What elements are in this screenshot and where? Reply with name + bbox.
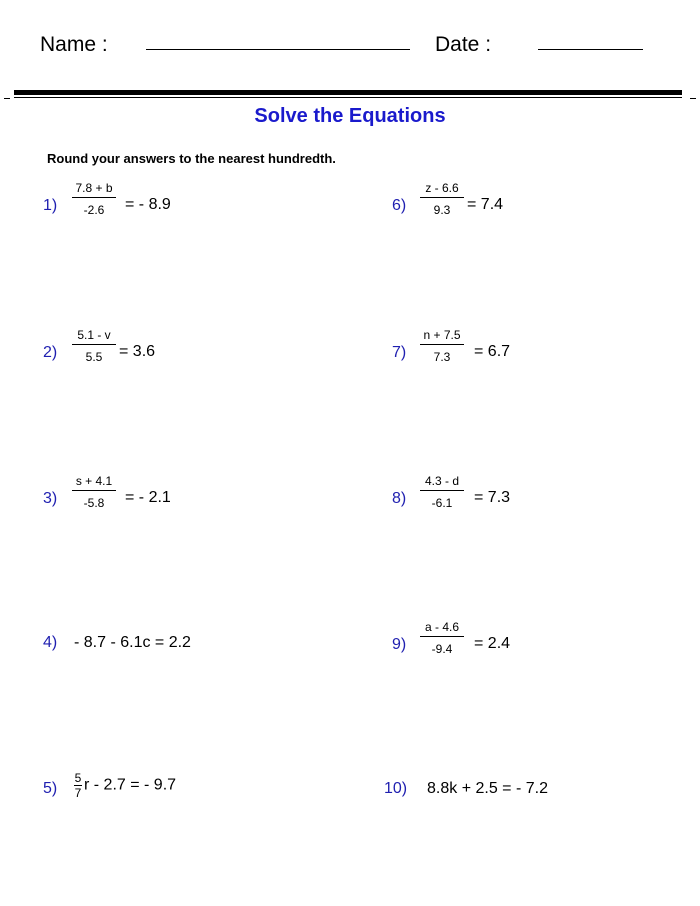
coefficient-denominator: 7: [74, 786, 82, 800]
date-label: Date :: [435, 33, 492, 56]
right-hand-side: = 7.4: [467, 196, 504, 213]
equation: 8.8k + 2.5 = - 7.2: [427, 780, 548, 797]
denominator: -5.8: [83, 496, 105, 510]
coefficient-numerator: 5: [74, 771, 82, 785]
equation-rest: r - 2.7 = - 9.7: [84, 776, 177, 794]
fraction: [72, 327, 116, 366]
coefficient-fraction: [74, 772, 82, 799]
problem-number: 8): [392, 490, 407, 507]
instructions: Round your answers to the nearest hundredth.: [47, 151, 336, 166]
problem-number: 7): [392, 344, 407, 361]
header-rule-thick: [14, 90, 682, 95]
left-tick: [4, 98, 10, 99]
fraction: [72, 180, 116, 219]
numerator: n + 7.5: [423, 328, 461, 342]
right-tick: [690, 98, 696, 99]
problem-number: 4): [43, 634, 58, 651]
right-hand-side: = - 2.1: [125, 489, 171, 506]
fraction: [420, 473, 464, 512]
fraction-bar: [72, 197, 116, 198]
fraction-bar: [72, 344, 116, 345]
denominator: -6.1: [431, 496, 453, 510]
problem-number: 6): [392, 197, 407, 214]
fraction: [420, 619, 464, 658]
denominator: -9.4: [431, 642, 453, 656]
date-field[interactable]: [538, 49, 643, 50]
fraction-bar: [420, 490, 464, 491]
name-field[interactable]: [146, 49, 410, 50]
fraction-bar: [72, 490, 116, 491]
numerator: 7.8 + b: [75, 181, 113, 195]
fraction-bar: [420, 197, 464, 198]
denominator: 9.3: [433, 203, 451, 217]
right-hand-side: = 3.6: [119, 343, 156, 360]
fraction: [420, 180, 464, 219]
problem-number: 9): [392, 636, 407, 653]
right-hand-side: = - 8.9: [125, 196, 171, 213]
numerator: a - 4.6: [424, 620, 460, 634]
right-hand-side: = 2.4: [474, 635, 511, 652]
fraction: [72, 473, 116, 512]
name-label: Name :: [40, 33, 108, 56]
equation: [74, 772, 176, 799]
denominator: -2.6: [83, 203, 105, 217]
denominator: 5.5: [85, 350, 103, 364]
fraction-bar: [420, 636, 464, 637]
equation: - 8.7 - 6.1c = 2.2: [74, 634, 191, 651]
header-rule-thin: [14, 97, 682, 98]
numerator: 5.1 - v: [77, 328, 111, 342]
right-hand-side: = 7.3: [474, 489, 511, 506]
fraction: [420, 327, 464, 366]
numerator: s + 4.1: [75, 474, 113, 488]
problem-number: 1): [43, 197, 58, 214]
denominator: 7.3: [433, 350, 451, 364]
page-title: Solve the Equations: [254, 105, 446, 127]
problem-number: 2): [43, 344, 58, 361]
numerator: z - 6.6: [425, 181, 459, 195]
fraction-bar: [420, 344, 464, 345]
problem-number: 10): [384, 780, 408, 797]
problem-number: 3): [43, 490, 58, 507]
numerator: 4.3 - d: [424, 474, 460, 488]
problem-number: 5): [43, 780, 58, 797]
right-hand-side: = 6.7: [474, 343, 511, 360]
